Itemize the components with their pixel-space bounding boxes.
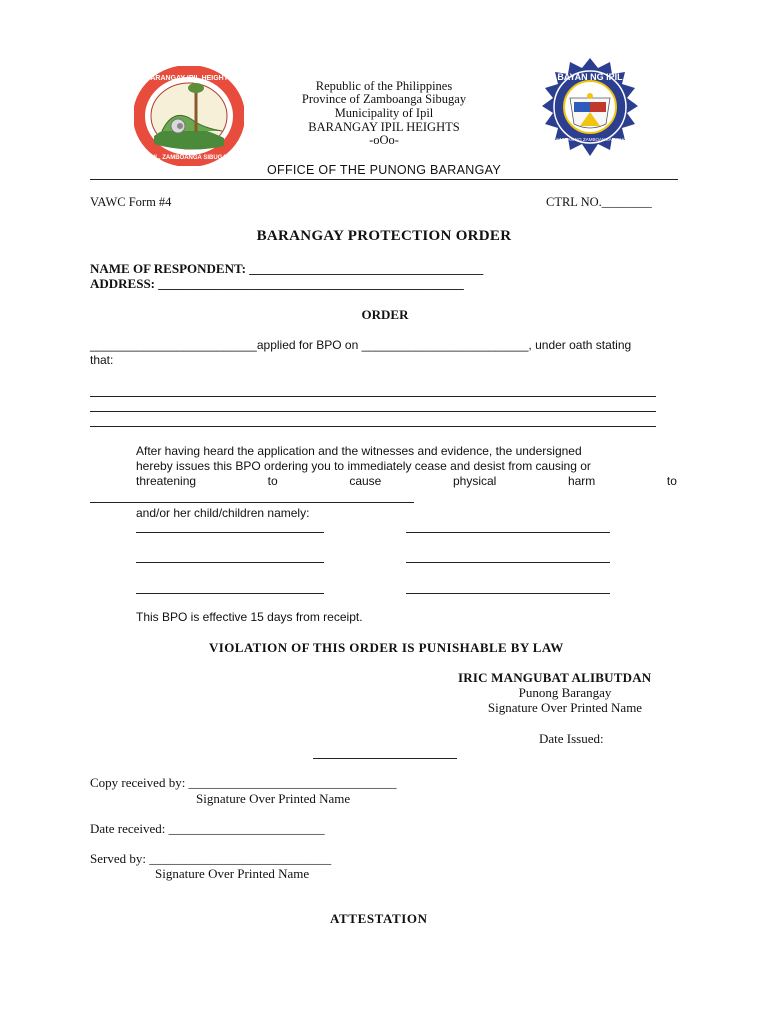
statement-line-1 — [90, 396, 656, 397]
order-paragraph-line-1: After having heard the application and the witnesses and evidence, the undersigned — [136, 444, 582, 458]
para-word: to — [267, 474, 278, 488]
header-province: Province of Zamboanga Sibugay — [301, 92, 467, 106]
child-name-line — [136, 593, 324, 594]
svg-text:LALAWIGAN NG ZAMBOANGA SIBUGAY: LALAWIGAN NG ZAMBOANGA SIBUGAY — [547, 137, 633, 142]
svg-text:IPIL, ZAMBOANGA SIBUGAY: IPIL, ZAMBOANGA SIBUGAY — [147, 155, 231, 161]
child-name-line — [136, 562, 324, 563]
child-name-line — [406, 593, 610, 594]
copy-received-signature-caption: Signature Over Printed Name — [196, 791, 351, 806]
date-issued-label: Date Issued: — [539, 731, 604, 746]
offended-party-line — [90, 502, 414, 503]
office-title: OFFICE OF THE PUNONG BARANGAY — [267, 163, 501, 177]
respondent-address-field: ADDRESS: _______________________________________________ — [90, 276, 464, 291]
child-names-label: and/or her child/children namely: — [136, 506, 310, 520]
svg-text:BARANGAY IPIL HEIGHTS: BARANGAY IPIL HEIGHTS — [145, 75, 233, 82]
signature-caption: Signature Over Printed Name — [487, 700, 643, 715]
barangay-seal-logo — [134, 66, 244, 166]
statement-line-3 — [90, 426, 656, 427]
served-by-field: Served by: ____________________________ — [90, 851, 332, 866]
control-number: CTRL NO.________ — [546, 195, 652, 209]
official-title: Punong Barangay — [518, 685, 612, 700]
effectivity-note: This BPO is effective 15 days from receipt. — [136, 610, 363, 624]
date-received-field: Date received: ________________________ — [90, 821, 325, 836]
order-heading: ORDER — [361, 307, 409, 322]
order-paragraph-line-2: hereby issues this BPO ordering you to immediately cease and desist from causing or — [136, 459, 591, 473]
respondent-name-field: NAME OF RESPONDENT: ____________________________________ — [90, 261, 484, 276]
form-number: VAWC Form #4 — [90, 195, 172, 209]
copy-received-field: Copy received by: ________________________________ — [90, 775, 397, 790]
violation-warning: VIOLATION OF THIS ORDER IS PUNISHABLE BY LAW — [209, 640, 564, 655]
child-name-line — [406, 562, 610, 563]
served-by-signature-caption: Signature Over Printed Name — [155, 866, 310, 881]
svg-text:BAYAN NG IPIL: BAYAN NG IPIL — [557, 72, 623, 82]
official-name: IRIC MANGUBAT ALIBUTDAN — [458, 670, 652, 685]
applicant-line-cont: that: — [90, 353, 114, 367]
attestation-heading: ATTESTATION — [330, 911, 428, 926]
child-name-line — [406, 532, 610, 533]
header-republic: Republic of the Philippines — [315, 79, 453, 93]
applicant-line: _________________________applied for BPO on _________________________, under oath stating — [90, 338, 632, 352]
para-word: cause — [349, 474, 382, 488]
order-paragraph-line-3 — [136, 474, 677, 488]
child-name-line — [136, 532, 324, 533]
date-issued-line — [313, 758, 457, 759]
para-word: physical — [452, 474, 497, 488]
para-word: threatening — [136, 474, 197, 488]
header-barangay: BARANGAY IPIL HEIGHTS — [308, 120, 460, 134]
header-divider-mark: -oOo- — [369, 133, 399, 147]
statement-line-2 — [90, 411, 656, 412]
header-rule — [90, 179, 678, 180]
form-title: BARANGAY PROTECTION ORDER — [256, 228, 512, 244]
municipal-seal-logo — [530, 58, 650, 160]
para-word: harm — [567, 474, 596, 488]
header-municipality: Municipality of Ipil — [334, 106, 434, 120]
para-word: to — [666, 474, 677, 488]
